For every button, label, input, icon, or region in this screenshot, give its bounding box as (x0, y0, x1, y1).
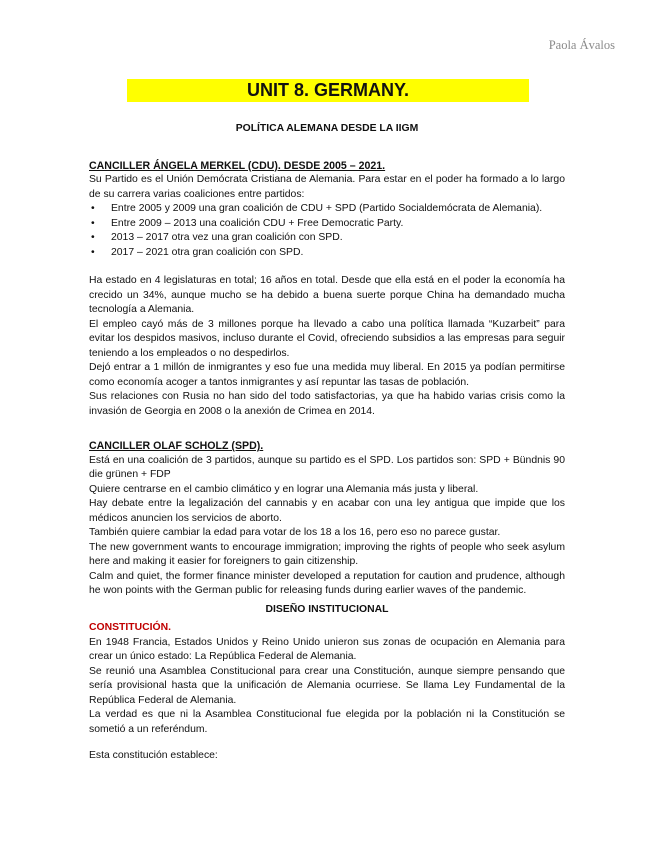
paragraph: Dejó entrar a 1 millón de inmigrantes y eso fue una medida muy liberal. En 2015 ya podían permitirse como economía acoger a tantos inmigrantes y así repuntar las tasas de población. (89, 362, 565, 388)
subtitle: POLÍTICA ALEMANA DESDE LA IIGM (235, 123, 419, 134)
paragraph: El empleo cayó más de 3 millones porque ha llevado a cabo una política llamada “Kuzarbeit” para evitar los despidos masivos, incluso durante el Covid, ofreciendo subsidios a las empresas para seguir teniendo a los empleados o no despedirlos. (89, 318, 565, 359)
spacer (89, 260, 565, 274)
coalition-list (89, 202, 565, 260)
paragraph: También quiere cambiar la edad para votar de los 18 a los 16, pero eso no parece gustar. (89, 527, 501, 538)
paragraph: Está en una coalición de 3 partidos, aunque su partido es el SPD. Los partidos son: SPD + Bündnis 90 die grünen + FDP (89, 454, 565, 480)
document-body (89, 114, 565, 764)
list-item: • Entre 2005 y 2009 una gran coalición de CDU + SPD (Partido Socialdemócrata de Alemania). (89, 202, 565, 217)
paragraph: La verdad es que ni la Asamblea Constitucional fue elegida por la población ni la Constitución se sometió a un referéndum. (89, 709, 565, 735)
paragraph: Quiere centrarse en el cambio climático y en lograr una Alemania más justa y liberal. (89, 483, 479, 495)
list-item: • Entre 2009 – 2013 una coalición CDU + Free Democratic Party. (89, 217, 565, 232)
paragraph: Se reunió una Asamblea Constitucional para crear una Constitución, aunque siempre pensando que sería provisional hasta que la unificación de Alemania ocurriese. Se llama Ley Fundamental de la República Federal de Alemania. (89, 665, 565, 706)
merkel-intro: Su Partido es el Unión Demócrata Cristiana de Alemania. Para estar en el poder ha formado a lo largo de su carrera varias coaliciones entre partidos: (89, 174, 565, 200)
document-title: UNIT 8. GERMANY. (127, 79, 529, 102)
diseno-institucional-heading: DISEÑO INSTITUCIONAL (265, 603, 389, 615)
author-name: Paola Ávalos (548, 38, 615, 52)
paragraph: Sus relaciones con Rusia no han sido del todo satisfactorias, ya que ha habido varias crisis como la invasión de Georgia en 2008 o la anexión de Crimea en 2014. (89, 391, 565, 417)
paragraph: The new government wants to encourage immigration; improving the rights of people who seek asylum here and making it easier for foreigners to gain citizenship. (89, 541, 565, 567)
closing-line: Esta constitución establece: (89, 750, 218, 761)
merkel-heading: CANCILLER ÁNGELA MERKEL (CDU). DESDE 2005 – 2021. (89, 159, 386, 172)
paragraph: Ha estado en 4 legislaturas en total; 16 años en total. Desde que ella está en el poder la economía ha crecido un 34%, aunque mucho se ha debido a buena suerte porque China ha demandado mucha tecnología a Alemania. (89, 275, 565, 315)
constitucion-heading: CONSTITUCIÓN. (89, 622, 171, 633)
paragraph: Calm and quiet, the former finance minister developed a reputation for caution and prudence, although he won points with the German public for releasing funds during earlier waves of the pandemic. (89, 570, 565, 596)
list-item: • 2013 – 2017 otra vez una gran coalición con SPD. (89, 231, 565, 246)
paragraph: Hay debate entre la legalización del cannabis y en acabar con una ley antigua que impide que los médicos anuncien los servicios de aborto. (89, 498, 565, 524)
paragraph: En 1948 Francia, Estados Unidos y Reino Unido unieron sus zonas de ocupación en Alemania para crear un único estado: La República Federal de Alemania. (89, 636, 565, 662)
list-item: • 2017 – 2021 otra gran coalición con SPD. (89, 246, 565, 261)
scholz-heading: CANCILLER OLAF SCHOLZ (SPD). (89, 440, 264, 452)
spacer (89, 737, 565, 749)
